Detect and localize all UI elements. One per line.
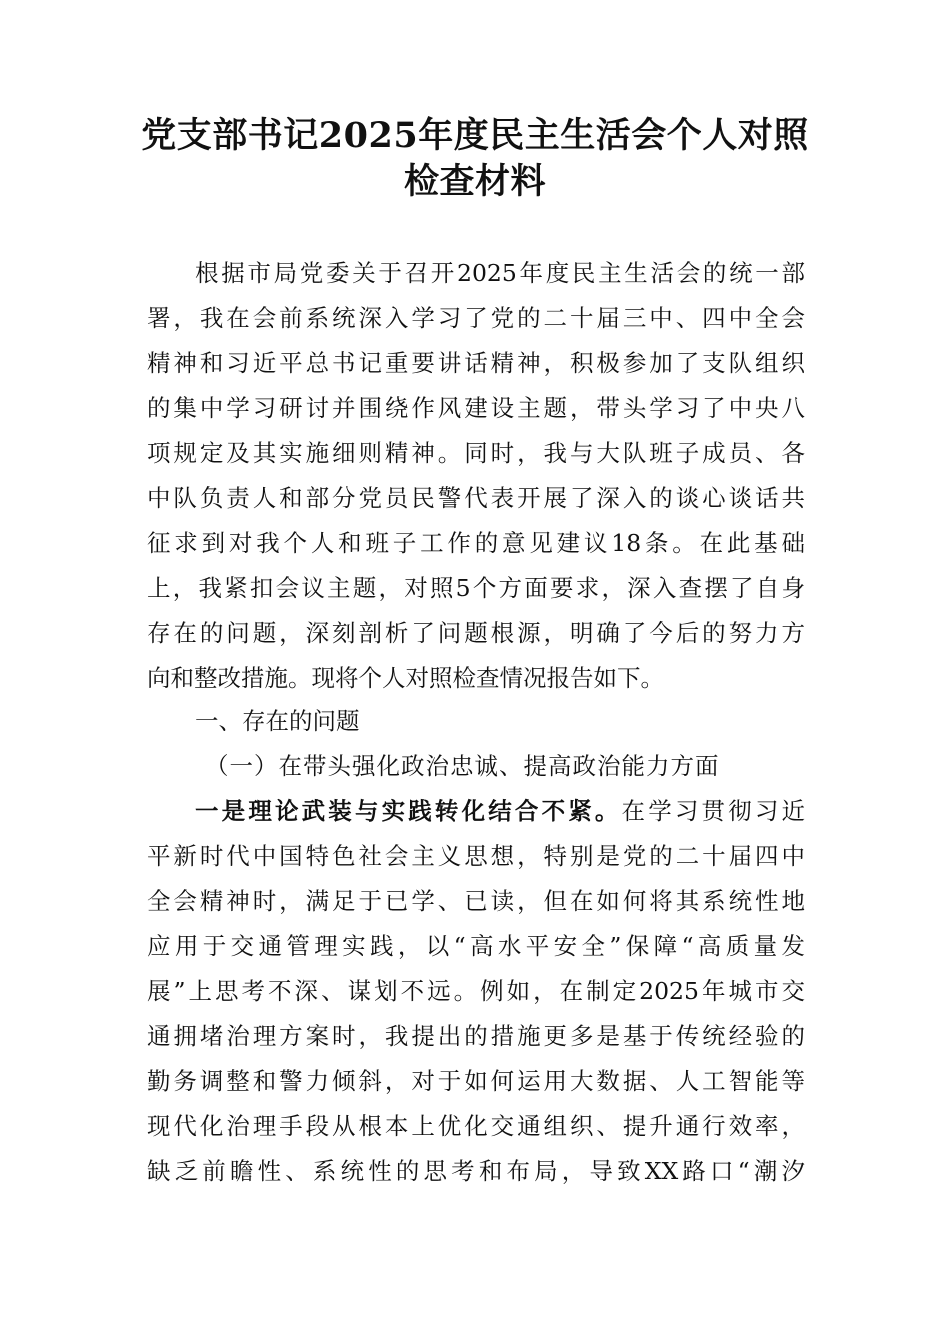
intro-line: 的集中学习研讨并围绕作风建设主题，带头学习了中央八 (147, 394, 805, 422)
point-line: 现代化治理手段从根本上优化交通组织、提升通行效率， (147, 1112, 805, 1140)
intro-line: 署，我在会前系统深入学习了党的二十届三中、四中全会 (147, 304, 805, 332)
intro-line: 上，我紧扣会议主题，对照5个方面要求，深入查摆了自身 (147, 574, 805, 602)
point-line: 勤务调整和警力倾斜，对于如何运用大数据、人工智能等 (147, 1067, 805, 1095)
point-line: 缺乏前瞻性、系统性的思考和布局，导致XX路口“潮汐 (147, 1157, 805, 1185)
point-line: 应用于交通管理实践，以“高水平安全”保障“高质量发 (147, 932, 805, 960)
document-title-line-2: 检查材料 (403, 161, 546, 202)
intro-line: 项规定及其实施细则精神。同时，我与大队班子成员、各 (147, 439, 805, 467)
document-title-line-1: 党支部书记2025年度民主生活会个人对照 (141, 115, 809, 156)
point-line: 全会精神时，满足于已学、已读，但在如何将其系统性地 (147, 887, 805, 915)
section-heading: 一、存在的问题 (195, 707, 360, 735)
point-line: 通拥堵治理方案时，我提出的措施更多是基于传统经验的 (147, 1022, 805, 1050)
point-first-line (195, 790, 805, 832)
intro-line: 中队负责人和部分党员民警代表开展了深入的谈心谈话共 (147, 484, 805, 512)
point-line: 平新时代中国特色社会主义思想，特别是党的二十届四中 (147, 842, 805, 870)
intro-line: 根据市局党委关于召开2025年度民主生活会的统一部 (195, 259, 805, 287)
intro-line: 向和整改措施。现将个人对照检查情况报告如下。 (147, 664, 664, 692)
intro-line: 征求到对我个人和班子工作的意见建议18条。在此基础 (147, 529, 805, 557)
intro-line: 存在的问题，深刻剖析了问题根源，明确了今后的努力方 (147, 619, 805, 647)
subsection-heading: （一）在带头强化政治忠诚、提高政治能力方面 (205, 752, 720, 780)
point-lead-bold: 一是理论武装与实践转化结合不紧。 (195, 797, 622, 825)
intro-line: 精神和习近平总书记重要讲话精神，积极参加了支队组织 (147, 349, 805, 377)
point-lead-rest: 在学习贯彻习近 (621, 797, 806, 825)
point-line: 展”上思考不深、谋划不远。例如，在制定2025年城市交 (147, 977, 805, 1005)
